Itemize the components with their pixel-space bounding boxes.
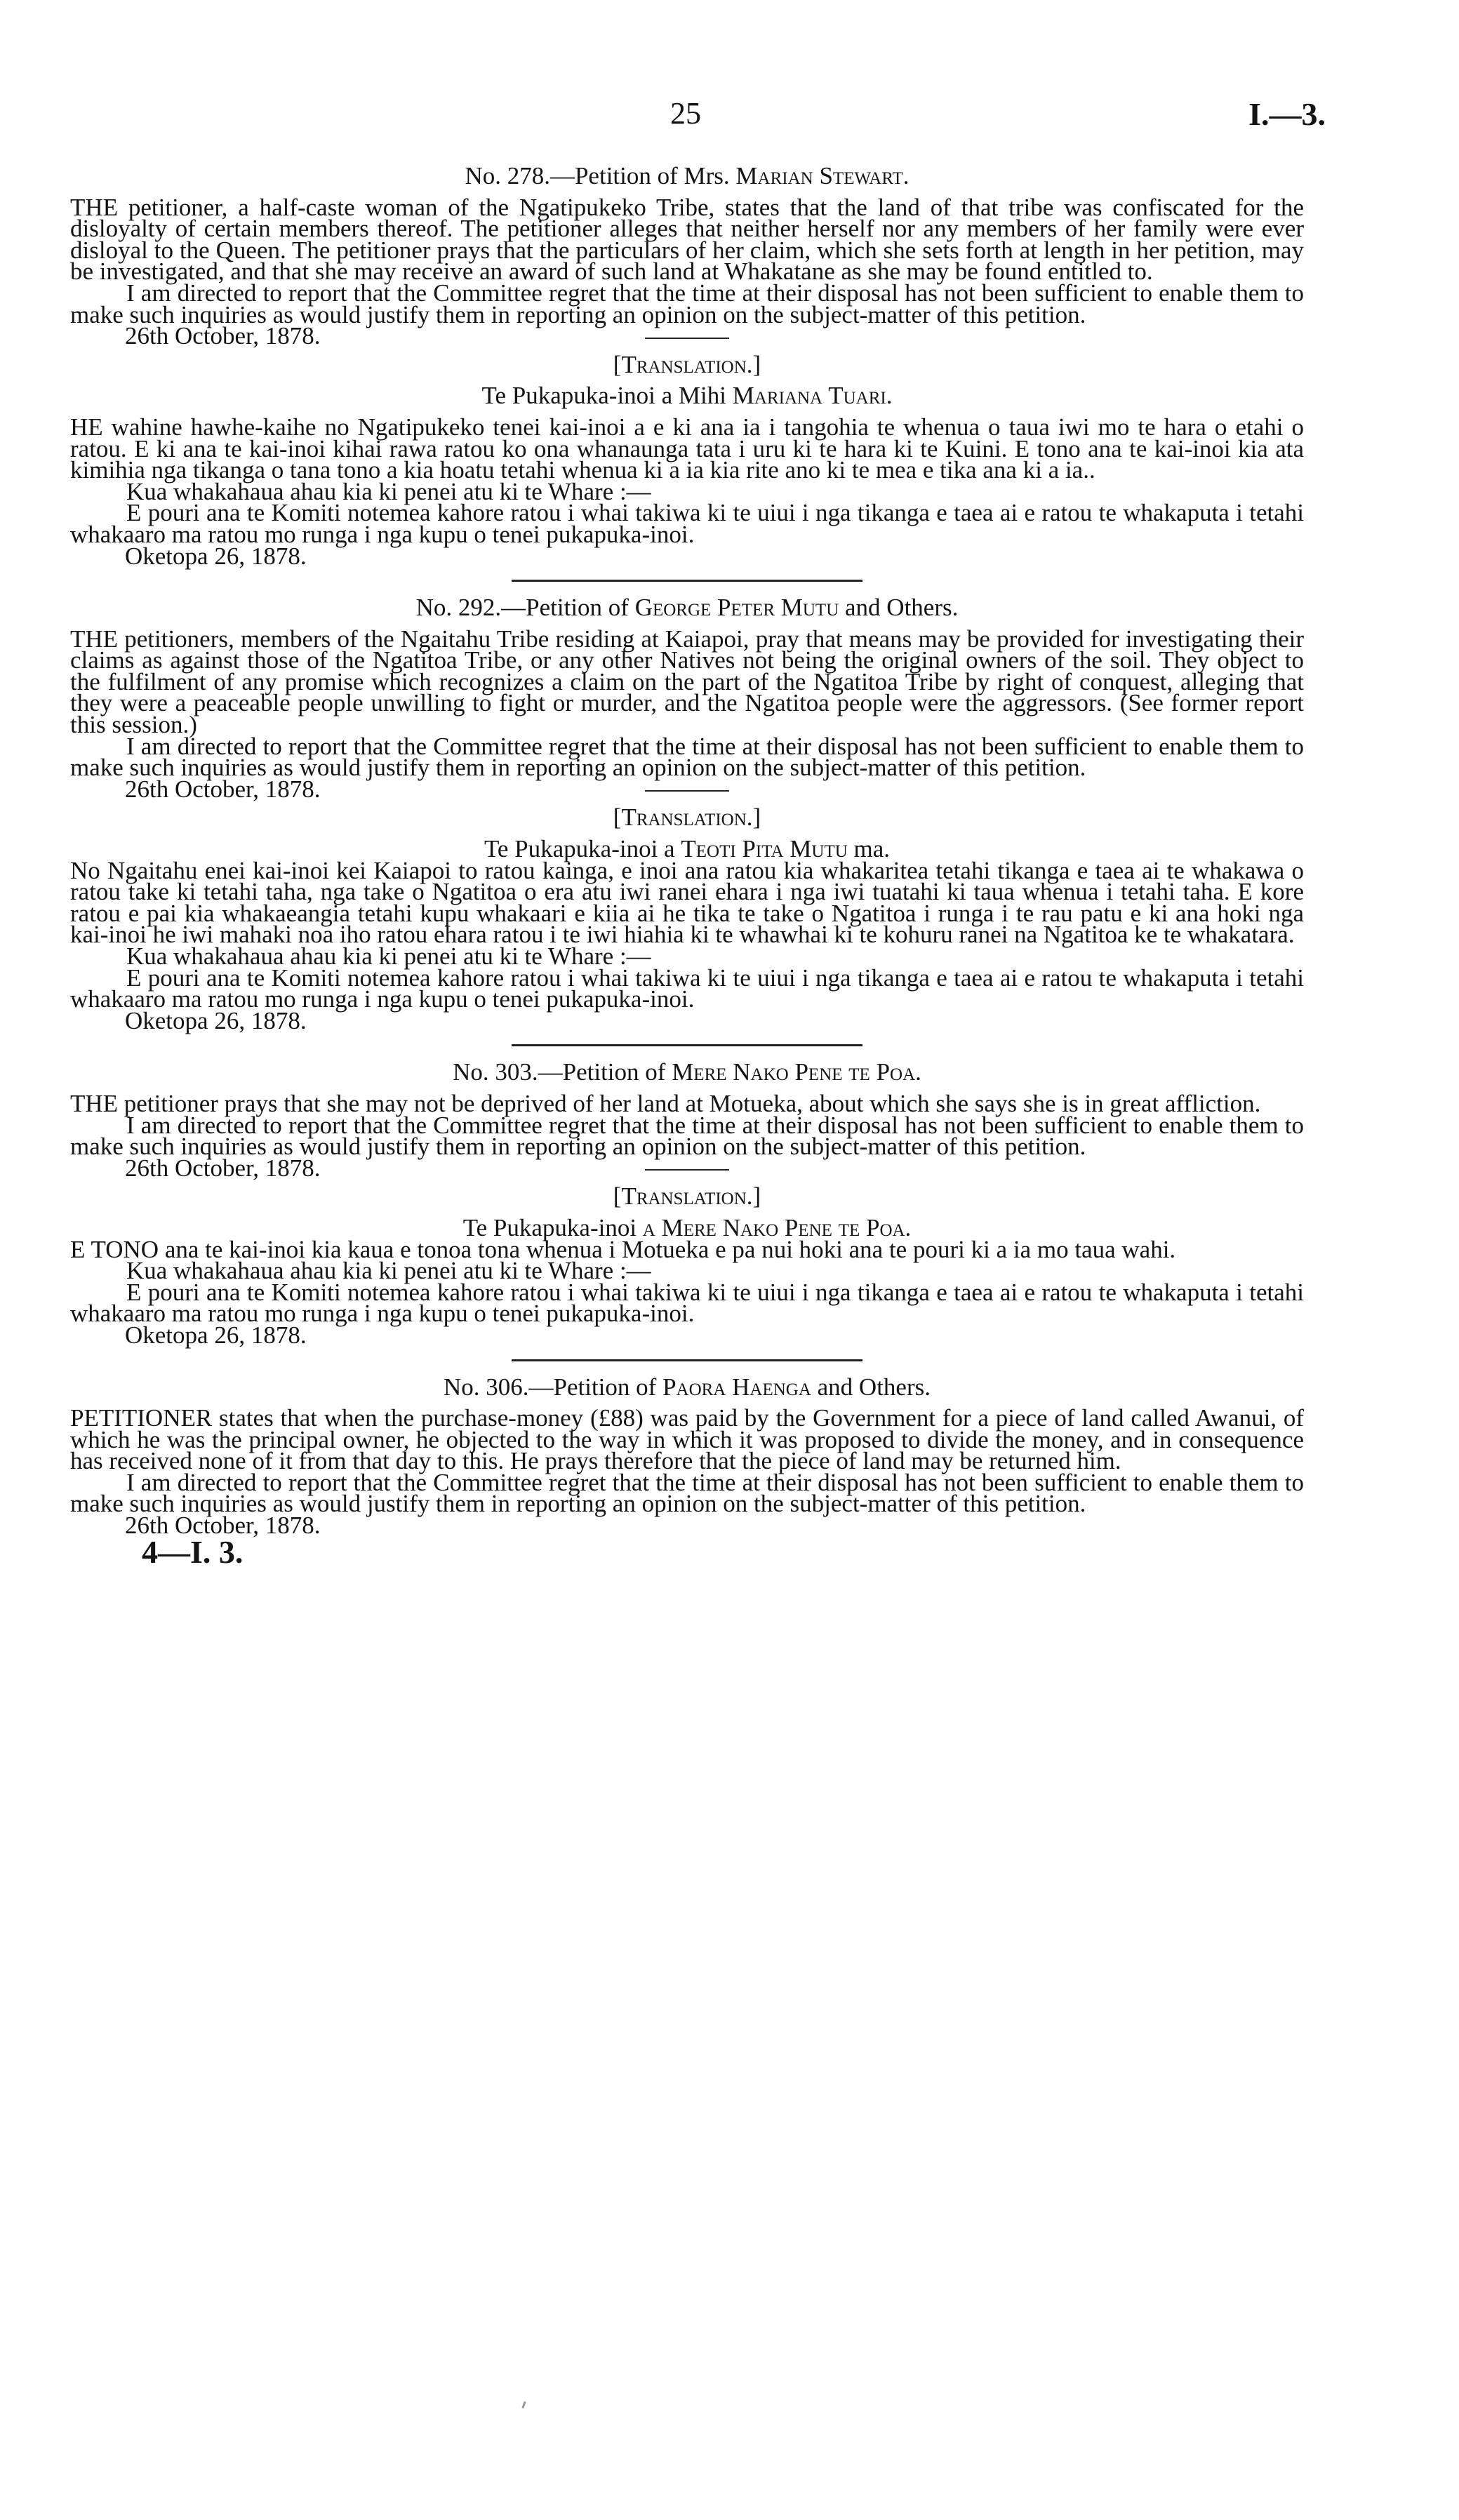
translation-directive: Kua whakahaua ahau kia ki penei atu ki te Whare :— <box>126 1257 651 1285</box>
translation-summary: HE wahine hawhe-kaihe no Ngatipukeko tenei kai-inoi a e ki ana ia i tangohia te whenua o taua iwi mo te hara o etahi o ratou. E ki ana te kai-inoi kihai rawa ratou ko ona whanaunga tata i uru ki te hara ki te Kuini. E tono ana te kai-inoi kia ata kimihia nga tikanga o tana tono a kia hoatu tetahi whenua ki a ia kia rite ano ki te mea e tika ana ki a ia.. <box>70 413 1304 484</box>
committee-report: I am directed to report that the Committee regret that the time at their disposal has not been sufficient to enable them to make such inquiries as would justify them in reporting an opinion on the subject-matter of this petition. <box>70 279 1304 328</box>
translation-report: E pouri ana te Komiti notemea kahore ratou i whai takiwa ki te uiui i nga tikanga e taea ai e ratou te whakaputa i tetahi whakaaro ma ratou mo runga i nga kupu o tenei pukapuka-inoi. <box>70 499 1304 548</box>
translation-label: [Translation.] <box>613 350 761 378</box>
translation-directive: Kua whakahaua ahau kia ki penei atu ki te Whare :— <box>126 942 651 970</box>
petition-title: No. 278.—Petition of Mrs. Marian Stewart. <box>465 162 910 189</box>
translation-summary: No Ngaitahu enei kai-inoi kei Kaiapoi to ratou kainga, e inoi ana ratou kia whakaritea tetahi tikanga e taea ai te whakawa o ratou take ki tetahi taha, nga take o Ngatitoa o era atu iwi ranei ehara i nga iwi tuatahi ki taua whenua i tetahi taha. E kore ratou e pai kia whakaeangia tetahi kupu whakaari e kiia ai he tika te take o Ngatitoa i runga i te rau patu e ki ana hoki nga kai-inoi he iwi mahaki noa iho ratou ehara ratou i te iwi hiahia ki te whawhai ki te kohuru ranei na Ngatitoa ke te whakatara. <box>70 856 1304 949</box>
report-date: 26th October, 1878. <box>125 775 321 803</box>
petition-summary: THE petitioner, a half-caste woman of the Ngatipukeko Tribe, states that the land of that tribe was confiscated for the disloyalty of certain members thereof. The petitioner alleges that neither herself nor any members of her family were ever disloyal to the Queen. The petitioner prays that the particulars of her claim, which she sets forth at length in her petition, may be investigated, and that she may receive an award of such land at Whakatane as she may be found entitled to. <box>70 193 1304 286</box>
report-date: 26th October, 1878. <box>125 322 321 350</box>
document-reference: I.—3. <box>1248 96 1326 132</box>
committee-report: I am directed to report that the Committee regret that the time at their disposal has not been sufficient to enable them to make such inquiries as would justify them in reporting an opinion on the subject-matter of this petition. <box>70 1111 1304 1161</box>
petition-summary: PETITIONER states that when the purchase-money (£88) was paid by the Government for a piece of land called Awanui, of which he was the principal owner, he objected to the way in which it was proposed to divide the money, and in consequence has received none of it from that day to this. He prays therefore that the piece of land may be returned him. <box>70 1404 1304 1475</box>
report-date: 26th October, 1878. <box>125 1154 321 1182</box>
translation-report: E pouri ana te Komiti notemea kahore ratou i whai takiwa ki te uiui i nga tikanga e taea ai e ratou te whakaputa i tetahi whakaaro ma ratou mo runga i nga kupu o tenei pukapuka-inoi. <box>70 1278 1304 1328</box>
petition-summary: THE petitioners, members of the Ngaitahu Tribe residing at Kaiapoi, pray that means may be provided for investigating their claims as against those of the Ngatitoa Tribe, or any other Natives not being the original owners of the soil. They object to the fulfilment of any promise which recognizes a claim on the part of the Ngatitoa Tribe by right of conquest, alleging that they were a peaceable people unwilling to fight or murder, and the Ngatitoa people were the aggressors. (See former report this session.) <box>70 625 1304 739</box>
petition-title: No. 303.—Petition of Mere Nako Pene te Poa. <box>453 1058 921 1086</box>
translation-title: Te Pukapuka-inoi a Teoti Pita Mutu ma. <box>484 835 891 863</box>
section-divider <box>512 1359 862 1361</box>
translation-date: Oketopa 26, 1878. <box>125 1006 307 1034</box>
translation-directive: Kua whakahaua ahau kia ki penei atu ki te Whare :— <box>126 477 651 505</box>
document-body <box>70 162 1304 1570</box>
translation-label: [Translation.] <box>613 804 761 832</box>
report-date: 26th October, 1878. <box>125 1512 321 1540</box>
section-divider <box>512 1044 862 1046</box>
committee-report: I am directed to report that the Committee regret that the time at their disposal has not been sufficient to enable them to make such inquiries as would justify them in reporting an opinion on the subject-matter of this petition. <box>70 732 1304 782</box>
translation-label: [Translation.] <box>613 1182 761 1211</box>
translation-summary: E TONO ana te kai-inoi kia kaua e tonoa tona whenua i Motueka e pa nui hoki ana te pouri ki a ia mo taua wahi. <box>70 1235 1176 1263</box>
signature-mark: 4—I. 3. <box>142 1533 244 1570</box>
petition-title: No. 306.—Petition of Paora Haenga and Others. <box>443 1373 931 1401</box>
translation-title: Te Pukapuka-inoi a Mihi Mariana Tuari. <box>481 382 893 410</box>
petition-292 <box>70 594 1304 1034</box>
petition-303 <box>70 1058 1304 1349</box>
print-speck <box>521 2401 526 2408</box>
petition-278 <box>70 162 1304 570</box>
translation-title: Te Pukapuka-inoi a Mere Nako Pene te Poa. <box>462 1213 912 1241</box>
page-number: 25 <box>670 96 701 131</box>
petition-title: No. 292.—Petition of George Peter Mutu and Others. <box>415 594 959 622</box>
petition-306 <box>70 1373 1304 1570</box>
petition-summary: THE petitioner prays that she may not be deprived of her land at Motueka, about which she says she is in great affliction. <box>70 1089 1261 1117</box>
section-divider <box>512 580 862 582</box>
translation-date: Oketopa 26, 1878. <box>125 542 307 570</box>
committee-report: I am directed to report that the Committee regret that the time at their disposal has not been sufficient to enable them to make such inquiries as would justify them in reporting an opinion on the subject-matter of this petition. <box>70 1468 1304 1518</box>
translation-report: E pouri ana te Komiti notemea kahore ratou i whai takiwa ki te uiui i nga tikanga e taea ai e ratou te whakaputa i tetahi whakaaro ma ratou mo runga i nga kupu o tenei pukapuka-inoi. <box>70 964 1304 1013</box>
translation-date: Oketopa 26, 1878. <box>125 1321 307 1349</box>
